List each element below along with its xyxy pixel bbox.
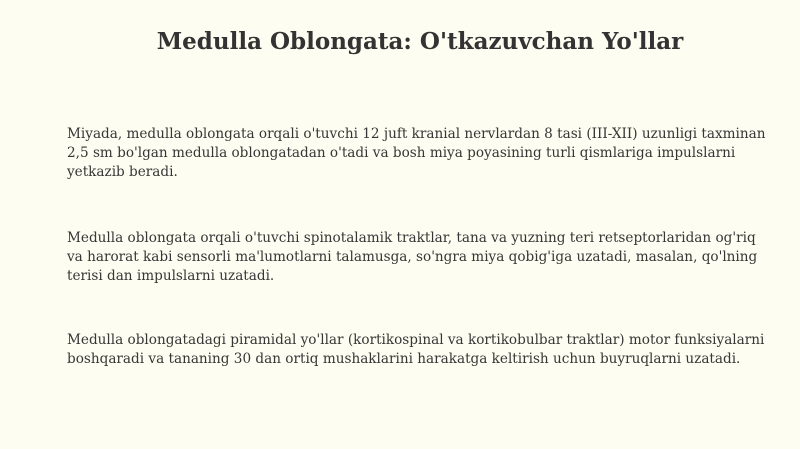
slide-title: Medulla Oblongata: O'tkazuvchan Yo'llar xyxy=(156,28,684,55)
paragraph-spinothalamic-tracts: Medulla oblongata orqali o'tuvchi spinotalamik traktlar, tana va yuzning teri retseptorlaridan og'riq va harorat kabi sensorli ma'lumotlarni talamusga, so'ngra miya qobig'iga uzatadi, masalan, qo'lning terisi dan impulslarni uzatadi. xyxy=(67,230,758,284)
paragraph-pyramidal-tracts: Medulla oblongatadagi piramidal yo'llar (kortikospinal va kortikobulbar traktlar) motor funksiyalarni boshqaradi va tananing 30 dan ortiq mushaklarini harakatga keltirish uchun buyruqlarni uzatadi. xyxy=(67,332,765,367)
paragraph-cranial-nerves: Miyada, medulla oblongata orqali o'tuvchi 12 juft kranial nervlardan 8 tasi (III-XII) uzunligi taxminan 2,5 sm bo'lgan medulla oblongatadan o'tadi va bosh miya poyasining turli qismlariga impulslarni yetkazib beradi. xyxy=(67,126,766,180)
